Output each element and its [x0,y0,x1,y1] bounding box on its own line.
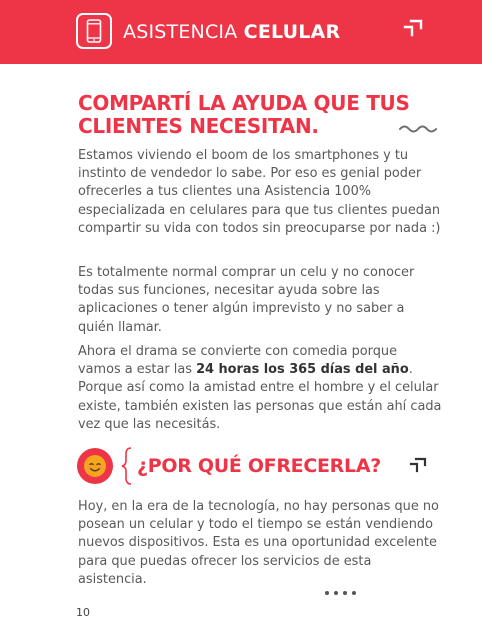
availability-text-start: Ahora el drama se convierte con comedia porque vamos a estar las [78,344,398,378]
paragraph-availability [78,343,443,434]
curly-brace-icon [120,446,134,486]
page-number: 10 [76,606,90,619]
paragraph-functions: Es totalmente normal comprar un celu y no conocer todas sus funciones, necesitar ayuda sobre las aplicaciones o tener algún imprevisto y no saber a quién llamar. [78,265,415,335]
corner-bracket-icon-small [409,457,427,473]
availability-text-end: . Porque así como la amistad entre el hombre y el celular existe, también existen las personas que están ahí cada vez que las necesitás. [78,362,442,432]
headline [78,92,438,138]
header-title [123,19,340,45]
section-title: ¿POR QUÉ OFRECERLA? [137,455,381,477]
paragraph-why-offer: Hoy, en la era de la tecnología, no hay personas que no posean un celular y todo el tiempo se están vendiendo nuevos dispositivos. Esta es una oportunidad excelente para que puedas ofrecer los servicios de esta asistencia. [78,499,439,587]
dots-decoration [324,589,358,597]
smartphone-icon [76,13,112,49]
squiggle-icon [399,123,437,133]
header-title-bold: CELULAR [243,21,341,43]
headline-line-2: CLIENTES NECESITAN. [78,114,319,138]
paragraph-intro: Estamos viviendo el boom de los smartphones y tu instinto de vendedor lo sabe. Por eso es genial poder ofrecerles a tus clientes una Asistencia 100% especializada en celulares para que tus clientes puedan compartir su vida con todos sin preocuparse por nada :) [78,148,441,236]
smiley-face-icon [77,448,113,484]
corner-bracket-icon [403,19,423,37]
availability-highlight: 24 horas los 365 días del año [196,362,409,378]
header-bar [0,0,482,64]
headline-line-1: COMPARTÍ LA AYUDA QUE TUS [78,91,410,115]
header-title-light: ASISTENCIA [123,21,238,43]
